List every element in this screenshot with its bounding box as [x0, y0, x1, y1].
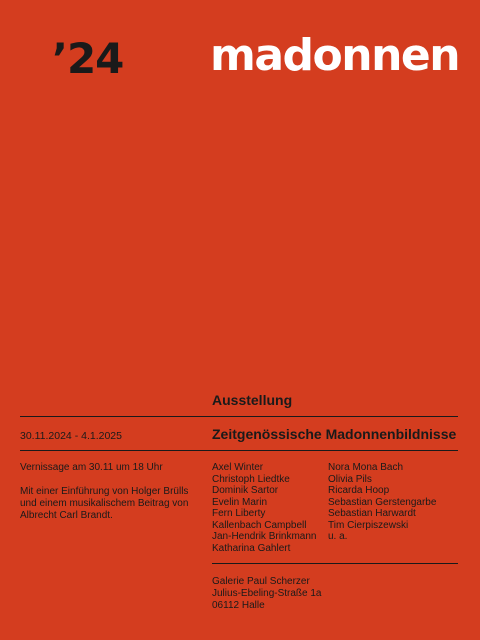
artist-name: Kallenbach Campbell — [212, 519, 307, 531]
divider-top — [20, 416, 458, 417]
poster-title: madonnen — [210, 30, 460, 81]
divider-address — [212, 563, 458, 564]
gallery-address — [212, 576, 322, 612]
gallery-name: Galerie Paul Scherzer — [212, 576, 310, 587]
divider-middle — [20, 450, 458, 451]
artist-name: Jan-Hendrik Brinkmann — [212, 531, 317, 542]
artist-name: Evelin Marin — [212, 496, 268, 508]
artist-list-column-1 — [212, 462, 317, 554]
artist-name: Dominik Sartor — [212, 485, 279, 496]
year-mark: ’24 — [52, 34, 124, 83]
artist-name: Axel Winter — [212, 462, 264, 473]
artist-name: Ricarda Hoop — [328, 485, 390, 496]
vernissage-text: Vernissage am 30.11 um 18 Uhr — [20, 462, 163, 473]
artist-name: Olivia Pils — [328, 473, 372, 485]
event-info — [20, 462, 200, 534]
exhibition-dates: 30.11.2024 - 4.1.2025 — [20, 430, 122, 442]
artist-name: Fern Liberty — [212, 508, 266, 519]
gallery-city: 06112 Halle — [212, 600, 265, 611]
artist-name: Katharina Gahlert — [212, 542, 291, 554]
artist-name: Sebastian Harwardt — [328, 508, 416, 519]
exhibition-label: Ausstellung — [212, 392, 293, 408]
intro-text: Mit einer Einführung von Holger Brülls und einem musikalischem Beitrag von Albrecht Carl Brandt. — [20, 486, 189, 521]
artist-name: Christoph Liedtke — [212, 473, 290, 485]
exhibition-subtitle: Zeitgenössische Madonnenbildnisse — [212, 426, 457, 442]
artist-name: Tim Cierpiszewski — [328, 519, 409, 531]
artist-name: Sebastian Gerstengarbe — [328, 496, 437, 508]
artist-name: u. a. — [328, 531, 348, 542]
artist-name: Nora Mona Bach — [328, 462, 404, 473]
gallery-street: Julius-Ebeling-Straße 1a — [212, 588, 322, 599]
artist-list-column-2 — [328, 462, 436, 543]
